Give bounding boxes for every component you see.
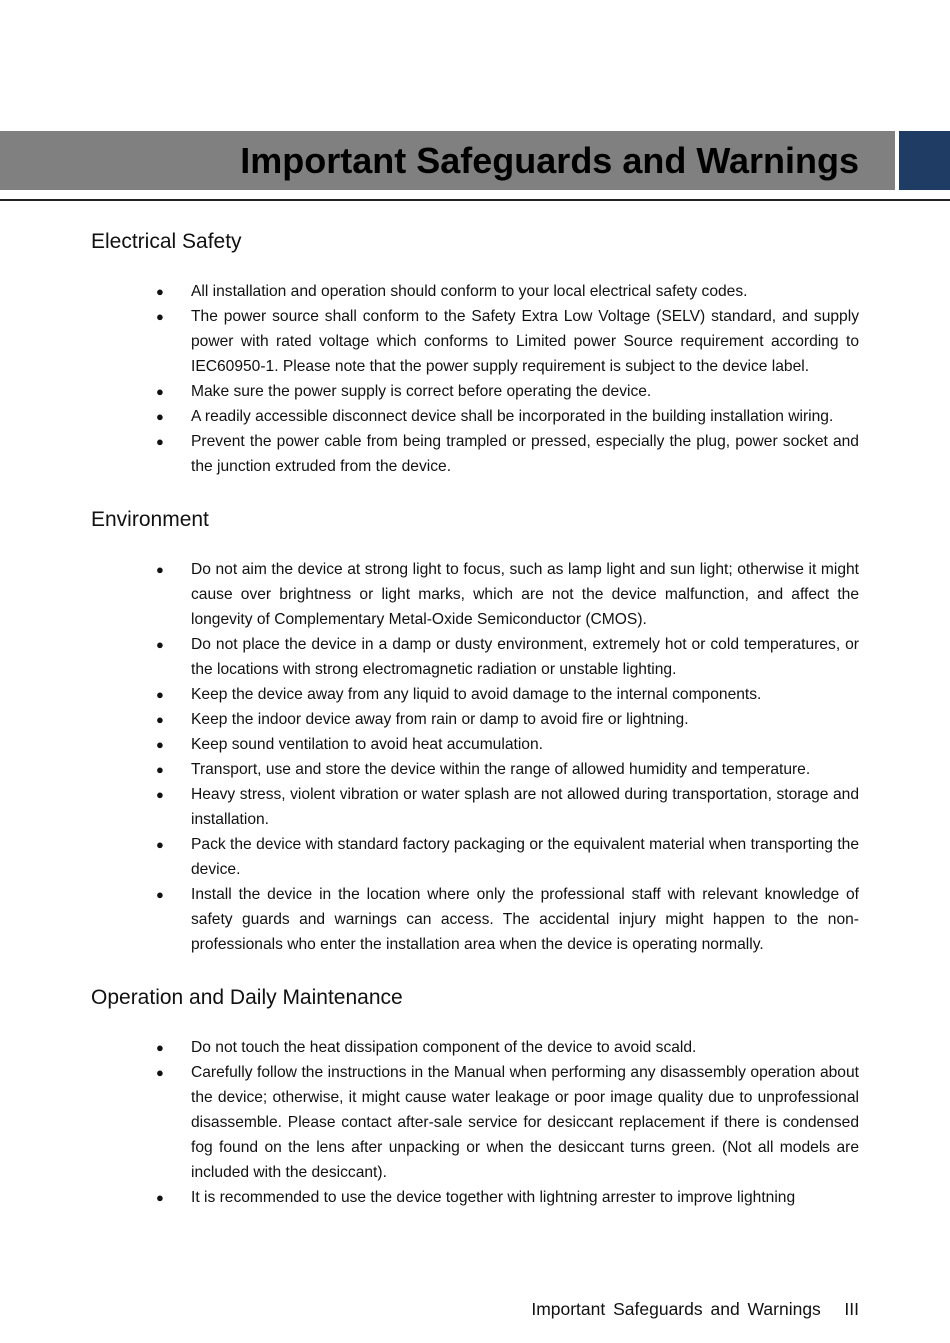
bullet-icon: ●: [156, 284, 164, 299]
section-operation-maintenance: [91, 980, 859, 1210]
bullet-icon: ●: [156, 384, 164, 399]
list-item: [91, 1035, 859, 1060]
title-accent-block: [899, 131, 950, 190]
list-item-text: Carefully follow the instructions in the Manual when performing any disassembly operation about the device; otherwise, it might cause water leakage or poor image quality due to unprofessional disassemble. Please contact after-sale service for desiccant replacement if there is condensed fog found on the lens after unpacking or when the desiccant turns green. (Not all models are included with the desiccant).: [191, 1064, 859, 1181]
bullet-icon: ●: [156, 1040, 164, 1055]
bullet-icon: ●: [156, 712, 164, 727]
page-number: III: [844, 1299, 859, 1319]
list-item-text: A readily accessible disconnect device shall be incorporated in the building installation wiring.: [191, 408, 834, 425]
list-item-text: It is recommended to use the device together with lightning arrester to improve lightning: [191, 1189, 796, 1206]
list-item: [91, 1060, 859, 1185]
list-item: [91, 429, 859, 479]
bullet-icon: ●: [156, 309, 164, 324]
list-item: [91, 732, 859, 757]
list-item-text: Make sure the power supply is correct before operating the device.: [191, 383, 652, 400]
bullet-icon: ●: [156, 434, 164, 449]
list-item: [91, 632, 859, 682]
footer-title: Important Safeguards and Warnings: [531, 1299, 821, 1319]
list-item: [91, 304, 859, 379]
list-item-text: Do not aim the device at strong light to focus, such as lamp light and sun light; otherwise it might cause over brightness or light marks, which are not the device malfunction, and affect the longevity of Complementary Metal-Oxide Semiconductor (CMOS).: [191, 561, 859, 628]
list-item-text: Keep the device away from any liquid to avoid damage to the internal components.: [191, 686, 762, 703]
bullet-icon: ●: [156, 637, 164, 652]
title-divider: [0, 199, 950, 201]
bullet-icon: ●: [156, 787, 164, 802]
list-item-text: Transport, use and store the device within the range of allowed humidity and temperature.: [191, 761, 811, 778]
list-item: [91, 557, 859, 632]
list-item-text: Do not touch the heat dissipation component of the device to avoid scald.: [191, 1039, 697, 1056]
page-title: Important Safeguards and Warnings: [240, 140, 859, 181]
list-item-text: The power source shall conform to the Safety Extra Low Voltage (SELV) standard, and supply power with rated voltage which conforms to Limited power Source requirement according to IEC60950-1. Please note that the power supply requirement is subject to the device label.: [191, 308, 859, 375]
section-heading: Operation and Daily Maintenance: [91, 986, 403, 1009]
section-environment: [91, 502, 859, 957]
list-item: [91, 757, 859, 782]
bullet-icon: ●: [156, 837, 164, 852]
bullet-icon: ●: [156, 737, 164, 752]
list-item-text: All installation and operation should conform to your local electrical safety codes.: [191, 283, 748, 300]
list-item: [91, 404, 859, 429]
bullet-icon: ●: [156, 687, 164, 702]
list-item-text: Prevent the power cable from being trampled or pressed, especially the plug, power socket and the junction extruded from the device.: [191, 433, 859, 475]
list-item-text: Keep the indoor device away from rain or damp to avoid fire or lightning.: [191, 711, 689, 728]
list-item: [91, 379, 859, 404]
page-footer: [531, 1299, 859, 1320]
section-heading: Electrical Safety: [91, 230, 242, 253]
list-item: [91, 882, 859, 957]
content: [91, 224, 859, 1210]
list-item-text: Pack the device with standard factory packaging or the equivalent material when transporting the device.: [191, 836, 859, 878]
list-item: [91, 1185, 859, 1210]
list-item-text: Keep sound ventilation to avoid heat accumulation.: [191, 736, 543, 753]
list-item: [91, 782, 859, 832]
bullet-list: [91, 1035, 859, 1210]
list-item: [91, 832, 859, 882]
list-item: [91, 279, 859, 304]
bullet-icon: ●: [156, 1065, 164, 1080]
section-heading: Environment: [91, 508, 209, 531]
bullet-icon: ●: [156, 887, 164, 902]
list-item-text: Heavy stress, violent vibration or water splash are not allowed during transportation, storage and installation.: [191, 786, 859, 828]
bullet-icon: ●: [156, 762, 164, 777]
list-item-text: Do not place the device in a damp or dusty environment, extremely hot or cold temperatures, or the locations with strong electromagnetic radiation or unstable lighting.: [191, 636, 859, 678]
bullet-list: [91, 279, 859, 479]
list-item: [91, 707, 859, 732]
bullet-icon: ●: [156, 409, 164, 424]
list-item: [91, 682, 859, 707]
bullet-icon: ●: [156, 1190, 164, 1205]
list-item-text: Install the device in the location where only the professional staff with relevant knowledge of safety guards and warnings can access. The accidental injury might happen to the non-professionals who enter the installation area when the device is operating normally.: [191, 886, 859, 953]
bullet-icon: ●: [156, 562, 164, 577]
bullet-list: [91, 557, 859, 957]
section-electrical-safety: [91, 224, 859, 479]
